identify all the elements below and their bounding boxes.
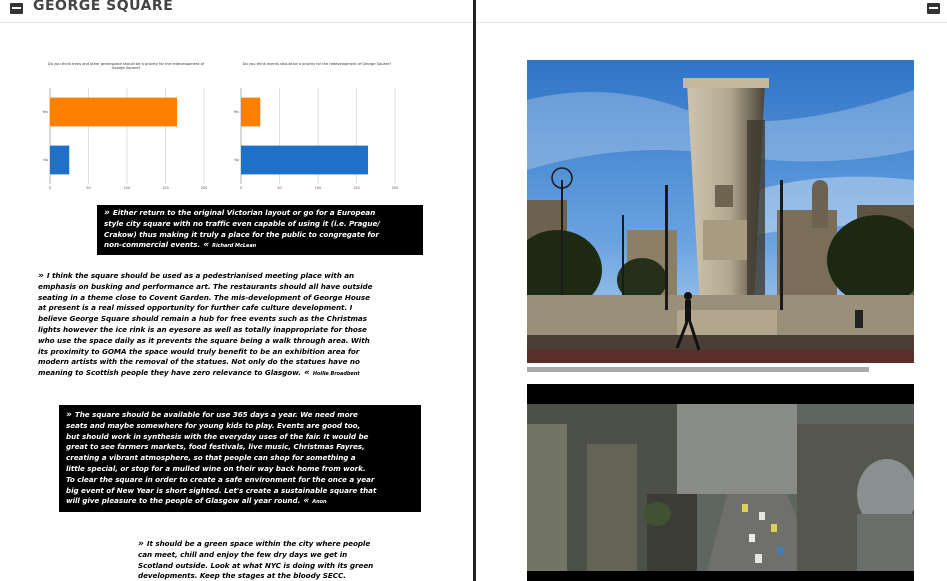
quote-text: meaning to Scottish people they have zero relevance to Glasgow.	[38, 368, 301, 378]
x-tick-label: 100	[314, 186, 322, 190]
quote-text: The square should be available for use 365 days a year. We need more	[74, 410, 358, 419]
x-tick-label: 200	[200, 186, 208, 190]
quote-text: Scotland outside. Look at what NYC is doing with its green	[138, 560, 374, 570]
chart-svg	[227, 62, 403, 192]
quote-line	[138, 539, 438, 550]
quote-line	[38, 282, 438, 293]
quote-line	[66, 410, 414, 421]
quote-line	[66, 475, 414, 486]
quote-author: Richard McLean	[212, 243, 257, 250]
quote-line	[38, 314, 438, 325]
quote-line	[66, 421, 414, 432]
quote-text: It should be a green space within the city where people	[146, 539, 371, 548]
quote-text: I think the square should be used as a pedestrianised meeting place with an	[46, 271, 355, 280]
cenotaph-photo	[527, 60, 914, 363]
quote-line	[66, 432, 414, 443]
quote-text: seating in a theme close to Covent Garden. The mis-development of George House	[38, 292, 370, 302]
quote-block-broadbent	[38, 271, 438, 380]
page-header	[476, 0, 947, 23]
quote-block-green-space	[138, 539, 438, 581]
right-page	[476, 0, 947, 581]
quote-text: Crakow) thus making it truly a place for the public to congregate for	[104, 229, 379, 239]
quote-line	[38, 347, 438, 358]
aerial-image	[527, 384, 914, 581]
photo-caption-bar	[527, 367, 869, 372]
page-header	[0, 0, 473, 23]
page-title: GEORGE SQUARE	[33, 0, 174, 14]
open-quote-mark: »	[138, 539, 147, 549]
quote-line	[38, 293, 438, 304]
bar-yes	[50, 98, 177, 127]
y-category-label: No	[234, 158, 239, 162]
x-tick-label: 0	[48, 186, 52, 190]
chart-title: Do you think trees and other greenspace should be a priority for the redevelopment of George Square?	[47, 62, 205, 70]
quote-text: believe George Square should remain a hub for free events such as the Christmas	[38, 314, 367, 324]
quote-line	[38, 271, 438, 282]
quote-line	[66, 496, 414, 508]
chart-events	[227, 62, 403, 192]
quote-text: can meet, chill and enjoy the few dry days we get in	[138, 549, 348, 559]
quote-line	[138, 550, 438, 561]
bar-yes	[241, 98, 260, 127]
bar-no	[241, 146, 368, 175]
quote-text: style city square with no traffic even capable of using it (i.e. Prague/	[104, 218, 380, 228]
aerial-city-photo	[527, 384, 914, 581]
menu-square-icon[interactable]	[10, 3, 23, 14]
chart-svg	[36, 62, 212, 192]
close-quote-mark: «	[300, 496, 313, 507]
quote-line	[66, 453, 414, 464]
quote-line	[104, 219, 418, 230]
open-quote-mark: »	[104, 208, 113, 218]
quote-text: creating a vibrant atmosphere, so that people can shop for something a	[66, 453, 356, 463]
y-category-label: Yes	[233, 110, 239, 114]
quote-text: lights however the ice rink is an eyesore as well as totally inappropriate for those	[38, 324, 367, 334]
quote-line	[38, 336, 438, 347]
x-tick-label: 150	[162, 186, 169, 190]
bar-no	[50, 146, 69, 175]
menu-square-icon[interactable]	[927, 3, 940, 14]
quote-text: great to see farmers markets, food festivals, live music, Christmas Fayres,	[66, 442, 365, 452]
quote-line	[38, 325, 438, 336]
quote-line	[138, 571, 438, 581]
quote-block-anon	[59, 405, 421, 512]
chart-trees-greenspace	[36, 62, 212, 192]
cenotaph-image	[527, 60, 914, 363]
open-quote-mark: »	[38, 271, 47, 281]
x-tick-label: 0	[239, 186, 243, 190]
close-quote-mark: «	[200, 240, 213, 251]
quote-text: emphasis on busking and performance art. The restaurants should all have outside	[38, 281, 373, 291]
quote-text: but should work in synthesis with the everyday uses of the fair. It would be	[66, 431, 369, 441]
x-tick-label: 50	[277, 186, 282, 190]
quote-line	[38, 357, 438, 368]
x-tick-label: 150	[353, 186, 360, 190]
left-page	[0, 0, 473, 581]
quote-author: Anon	[312, 499, 327, 506]
quote-line	[104, 230, 418, 241]
quote-line	[38, 368, 438, 380]
quote-author: Hollie Broadbent	[312, 371, 360, 378]
quote-text: at present is a real missed opportunity for further cafe culture development. I	[38, 303, 353, 313]
quote-line	[38, 303, 438, 314]
quote-line	[104, 208, 418, 219]
quote-line	[66, 464, 414, 475]
quote-text: who use the space daily as it prevents the square being a walk through area. With	[38, 335, 370, 345]
quote-text: will give pleasure to the people of Glasgow all year round.	[66, 496, 301, 506]
quote-line	[66, 486, 414, 497]
x-tick-label: 50	[86, 186, 91, 190]
quote-text: Either return to the original Victorian layout or go for a European	[112, 208, 376, 217]
quote-text: To clear the square in order to create a safe environment for the once a year	[66, 474, 375, 484]
quote-text: non-commercial events.	[104, 240, 201, 250]
x-tick-label: 100	[123, 186, 131, 190]
quote-block-mclean	[97, 205, 423, 255]
quote-line	[138, 561, 438, 572]
chart-title: Do you think events should be a priority for the redevelopment of George Square?	[242, 62, 392, 66]
quote-text: its proximity to GOMA the space would truly benefit to be an exhibition area for	[38, 346, 360, 356]
quote-text: seats and maybe somewhere for young kids to play. Events are good too,	[66, 420, 361, 430]
quote-line	[66, 442, 414, 453]
quote-text: modern artists with the removal of the statues. Not only do the statues have no	[38, 357, 360, 367]
y-category-label: Yes	[42, 110, 48, 114]
x-tick-label: 200	[391, 186, 399, 190]
quote-line	[104, 240, 418, 252]
quote-text: big event of New Year is short sighted. Let's create a sustainable square that	[66, 485, 377, 495]
open-quote-mark: »	[66, 410, 75, 420]
quote-text: developments. Keep the stages at the bloody SECC.	[138, 571, 346, 581]
y-category-label: No	[43, 158, 48, 162]
close-quote-mark: «	[300, 368, 313, 379]
quote-text: little special, or stop for a mulled wine on their way back home from work.	[66, 463, 366, 473]
